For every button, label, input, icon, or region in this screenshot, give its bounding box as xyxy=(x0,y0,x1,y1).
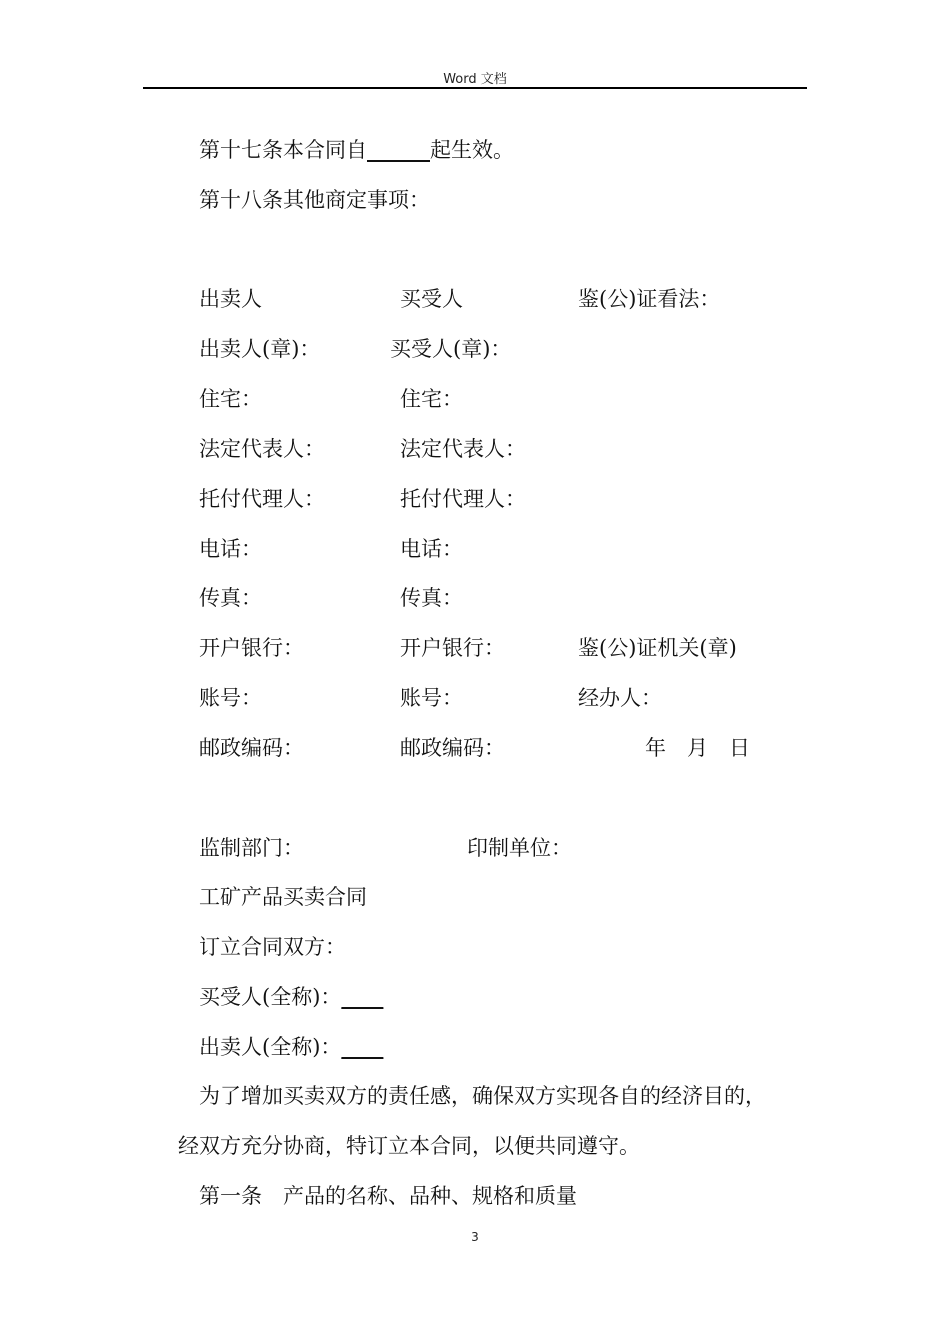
purpose-paragraph-line-2: 经双方充分协商，特订立本合同，以便共同遵守。 xyxy=(178,1134,640,1158)
buyer-seal: 买受人(章)： xyxy=(390,337,512,361)
buyer-phone: 电话： xyxy=(400,537,463,561)
buyer-full-name-blank: ____ xyxy=(341,985,384,1009)
notary-opinion-heading: 鉴(公)证看法： xyxy=(578,287,721,311)
buyer-full-name-label: 买受人(全称)： xyxy=(199,985,342,1009)
page-number: 3 xyxy=(471,1230,479,1244)
buyer-address: 住宅： xyxy=(400,387,463,411)
article-17 xyxy=(199,136,514,164)
seller-legal-rep: 法定代表人： xyxy=(199,437,325,461)
buyer-full-name xyxy=(199,983,383,1011)
seller-postcode: 邮政编码： xyxy=(199,736,304,760)
seller-fax: 传真： xyxy=(199,586,262,610)
seller-full-name xyxy=(199,1033,383,1061)
contract-parties-intro: 订立合同双方： xyxy=(199,935,346,959)
seller-seal: 出卖人(章)： xyxy=(199,337,321,361)
seller-account: 账号： xyxy=(199,686,262,710)
printing-unit: 印制单位： xyxy=(467,836,572,860)
supervising-department: 监制部门： xyxy=(199,836,304,860)
header-rule xyxy=(143,87,807,89)
seller-phone: 电话： xyxy=(199,537,262,561)
contract-title: 工矿产品买卖合同 xyxy=(199,885,367,909)
seller-full-name-label: 出卖人(全称)： xyxy=(199,1035,342,1059)
seller-agent: 托付代理人： xyxy=(199,487,325,511)
page-header: Word 文档 xyxy=(443,72,507,87)
buyer-fax: 传真： xyxy=(400,586,463,610)
article-18: 第十八条其他商定事项： xyxy=(199,188,430,212)
buyer-legal-rep: 法定代表人： xyxy=(400,437,526,461)
article-1-heading: 第一条 产品的名称、品种、规格和质量 xyxy=(199,1184,577,1208)
date-line: 年 月 日 xyxy=(645,736,750,760)
article-17-blank: ______ xyxy=(367,138,430,162)
notary-office-seal: 鉴(公)证机关(章) xyxy=(578,636,737,660)
buyer-bank: 开户银行： xyxy=(400,636,505,660)
seller-full-name-blank: ____ xyxy=(341,1035,384,1059)
article-17-prefix: 第十七条本合同自 xyxy=(199,138,367,162)
handler: 经办人： xyxy=(578,686,662,710)
purpose-paragraph-line-1: 为了增加买卖双方的责任感，确保双方实现各自的经济目的， xyxy=(199,1084,766,1108)
buyer-agent: 托付代理人： xyxy=(400,487,526,511)
seller-address: 住宅： xyxy=(199,387,262,411)
buyer-heading: 买受人 xyxy=(400,287,463,311)
seller-bank: 开户银行： xyxy=(199,636,304,660)
article-17-suffix: 起生效。 xyxy=(430,138,514,162)
buyer-account: 账号： xyxy=(400,686,463,710)
seller-heading: 出卖人 xyxy=(199,287,262,311)
buyer-postcode: 邮政编码： xyxy=(400,736,505,760)
